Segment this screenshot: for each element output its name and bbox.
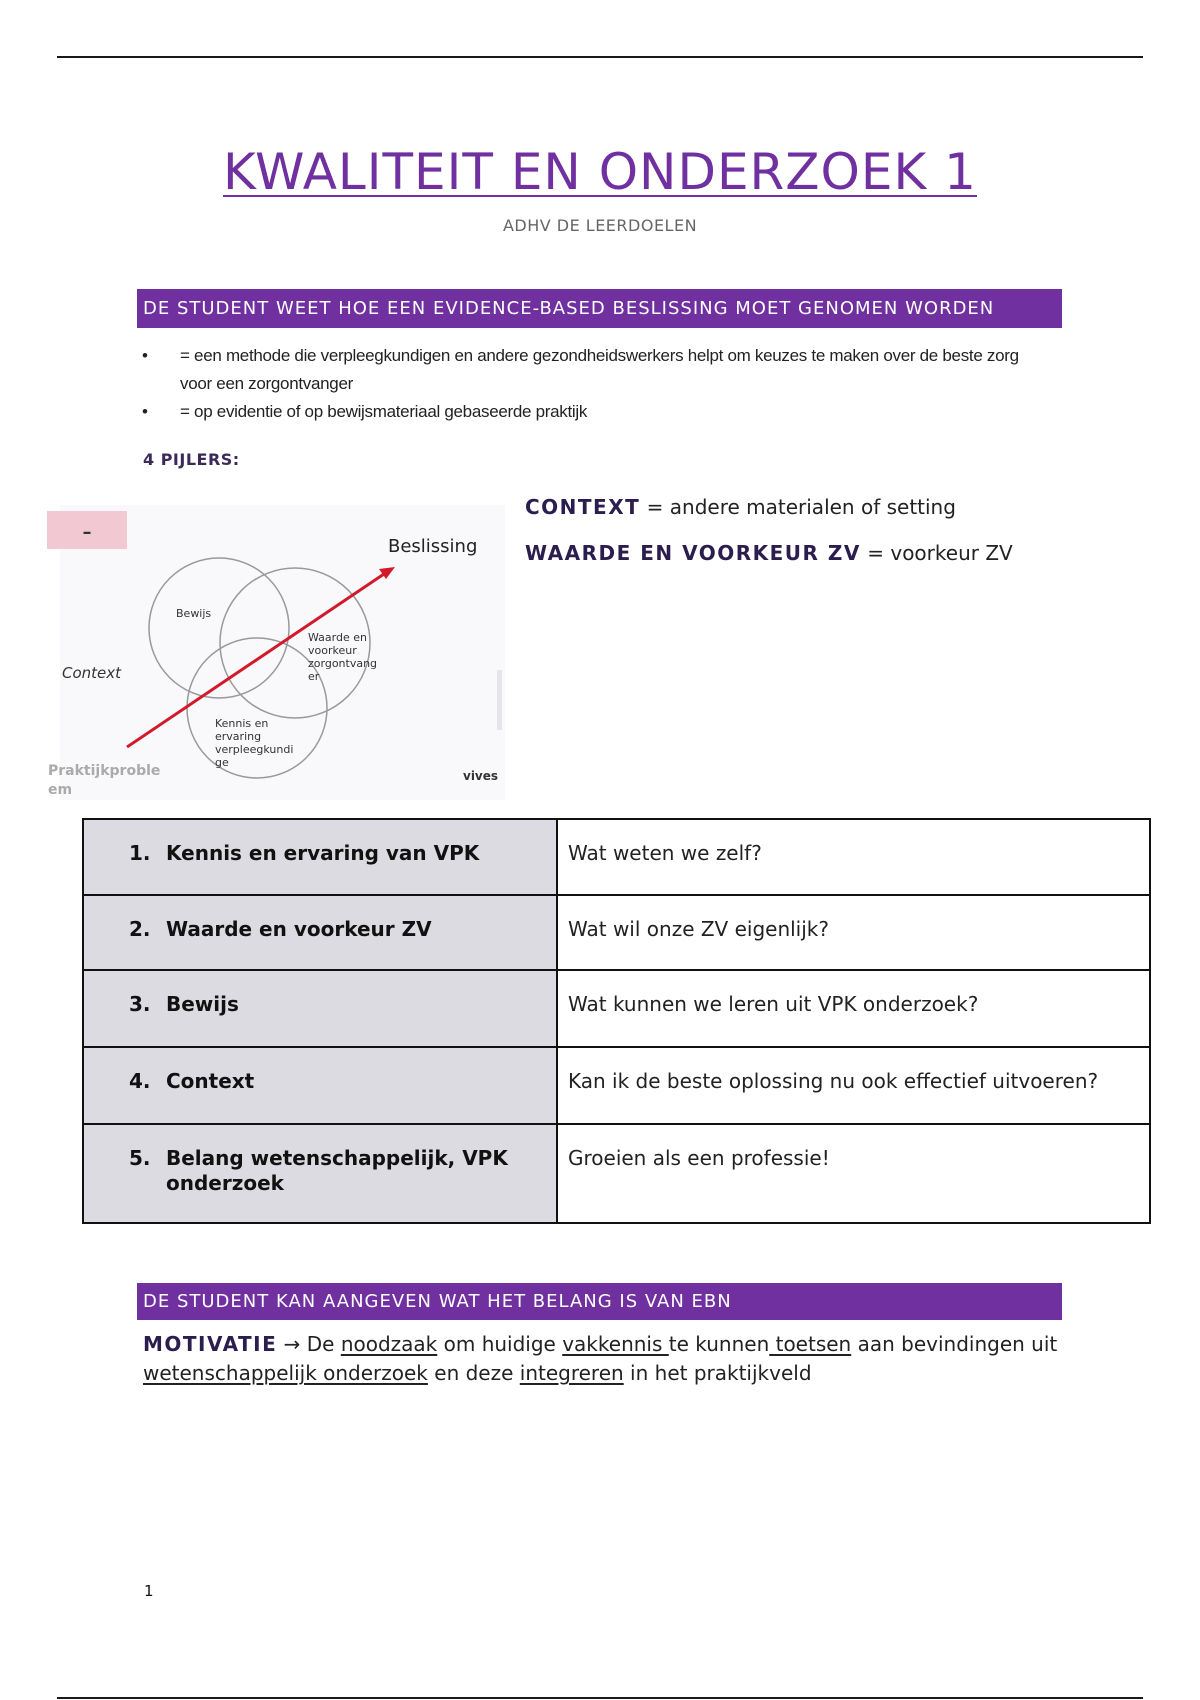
- bullet-icon: •: [142, 346, 148, 365]
- ebp-venn-diagram: [45, 505, 505, 805]
- table-cell-answer: Wat wil onze ZV eigenlijk?: [557, 895, 1150, 970]
- section-heading-ebn: DE STUDENT KAN AANGEVEN WAT HET BELANG IS VAN EBN: [137, 1283, 1062, 1320]
- list-item: • = op evidentie of op bewijsmateriaal gebaseerde praktijk: [140, 398, 1040, 426]
- label-praktijkprobleem: Praktijkproble em: [48, 763, 161, 798]
- motivatie-paragraph: MOTIVATIE → De noodzaak om huidige vakkennis te kunnen toetsen aan bevindingen uit wetenschappelijk onderzoek en deze integreren in het praktijkveld: [143, 1332, 1058, 1385]
- section-heading-ebp: DE STUDENT WEET HOE EEN EVIDENCE-BASED BESLISSING MOET GENOMEN WORDEN: [137, 289, 1062, 328]
- label-kennis: Kennis en ervaring verpleegkundi ge: [215, 717, 294, 769]
- label-bewijs: Bewijs: [176, 607, 212, 620]
- minus-icon: –: [82, 522, 92, 543]
- table-row: [83, 1047, 1150, 1124]
- table-cell-answer: Wat kunnen we leren uit VPK onderzoek?: [557, 970, 1150, 1047]
- bottom-rule: [57, 1697, 1143, 1699]
- label-waarde: Waarde en voorkeur zorgontvang er: [308, 631, 378, 683]
- label-beslissing: Beslissing: [388, 536, 478, 557]
- table-cell-answer: Kan ik de beste oplossing nu ook effectief uitvoeren?: [557, 1047, 1150, 1124]
- definition-waarde: WAARDE EN VOORKEUR ZV = voorkeur ZV: [525, 541, 1013, 565]
- page-title: KWALITEIT EN ONDERZOEK 1: [222, 143, 977, 201]
- page-subtitle: ADHV DE LEERDOELEN: [502, 216, 698, 235]
- list-item: • = een methode die verpleegkundigen en andere gezondheidswerkers helpt om keuzes te maken over de beste zorg voor een zorgontvanger: [140, 342, 1040, 398]
- table-cell-label: 2. Waarde en voorkeur ZV: [83, 895, 557, 970]
- table-cell-label: 5. Belang wetenschappelijk, VPK onderzoek: [83, 1124, 557, 1223]
- definition-context: CONTEXT = andere materialen of setting: [525, 495, 956, 519]
- table-row: [83, 970, 1150, 1047]
- table-cell-answer: Wat weten we zelf?: [557, 819, 1150, 895]
- divider-bar: [497, 670, 502, 730]
- pijlers-table: [82, 818, 1151, 1224]
- table-row: [83, 1124, 1150, 1223]
- definition-list: [140, 342, 1040, 426]
- label-context: Context: [62, 664, 122, 682]
- table-row: [83, 819, 1150, 895]
- table-cell-label: 4. Context: [83, 1047, 557, 1124]
- pijlers-label: 4 PIJLERS:: [143, 450, 240, 469]
- table-cell-answer: Groeien als een professie!: [557, 1124, 1150, 1223]
- table-cell-label: 1. Kennis en ervaring van VPK: [83, 819, 557, 895]
- table-row: [83, 895, 1150, 970]
- page-number: 1: [144, 1582, 154, 1600]
- table-cell-label: 3. Bewijs: [83, 970, 557, 1047]
- vives-logo: vives: [463, 769, 499, 783]
- bullet-icon: •: [142, 402, 148, 421]
- top-rule: [57, 56, 1143, 58]
